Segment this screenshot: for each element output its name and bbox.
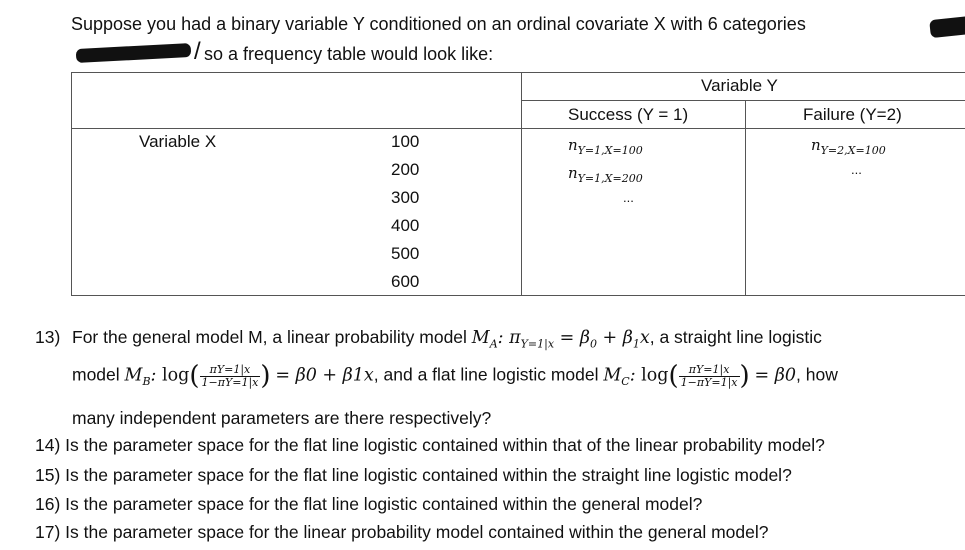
q13-text: model xyxy=(72,364,125,385)
table-border-left xyxy=(71,72,72,296)
q13-eq-beta: = β xyxy=(554,328,590,348)
q13-model-c-sub: C xyxy=(621,375,630,389)
table-border-col xyxy=(745,100,746,296)
row-header: Variable X xyxy=(139,132,217,151)
q13-log: log xyxy=(641,365,669,386)
question-13-line-1 xyxy=(72,327,822,351)
q-number: 17) xyxy=(35,522,61,542)
success-header: Success (Y = 1) xyxy=(568,105,689,124)
question-15 xyxy=(35,465,792,486)
question-13-line-3: many independent parameters are there respectively? xyxy=(72,408,492,428)
frequency-table xyxy=(71,72,965,296)
q-text: Is the parameter space for the linear probability model contained within the general model? xyxy=(65,522,769,542)
table-border-top xyxy=(71,72,965,73)
x-value: 100 xyxy=(391,132,420,151)
failure-cell-ellipsis: ... xyxy=(851,162,862,177)
x-value: 500 xyxy=(391,244,420,263)
q13-eq-sub: Y=1|x xyxy=(520,337,555,351)
q13-text: For the general model M, a linear probability model xyxy=(72,327,472,347)
q13-eq-rest: $_0 + \beta_1x$ xyxy=(589,328,650,351)
q13-eq-b: = β0 + β1x xyxy=(275,365,374,386)
q13-eq-c: = β0 xyxy=(754,365,797,386)
q13-model-b-sub: B xyxy=(142,375,151,389)
redaction-mark xyxy=(929,16,965,38)
q13-text-end: , a straight line logistic xyxy=(649,327,822,347)
q13-fraction: $\frac{\pi Y=1|x}{1-\pi Y=1|x}$ xyxy=(680,362,738,389)
table-border-subheader xyxy=(521,100,965,101)
x-value: 600 xyxy=(391,272,420,291)
question-13-number: 13) xyxy=(35,327,61,347)
q13-model-c: M xyxy=(603,365,622,386)
q-number: 15) xyxy=(35,465,61,485)
q-text: Is the parameter space for the flat line logistic contained within the straight line logistic model? xyxy=(65,465,792,485)
col-group-header: Variable Y xyxy=(701,76,778,95)
q13-eq: : π xyxy=(497,328,521,348)
q13-text-end: , how xyxy=(796,364,838,385)
question-17 xyxy=(35,522,769,543)
q-number: 14) xyxy=(35,435,61,455)
q13-fraction: $\frac{\pi Y=1|x}{1-\pi Y=1|x}$ xyxy=(201,362,259,389)
intro-line-1: Suppose you had a binary variable Y conditioned on an ordinal covariate X with 6 categories xyxy=(71,14,806,34)
table-border-header xyxy=(71,128,965,129)
q13-model-b: M xyxy=(124,365,143,386)
table-border-bottom xyxy=(71,295,965,296)
x-value: 200 xyxy=(391,160,420,179)
failure-cell: $n_{Y=2,X=100}$ xyxy=(811,136,886,157)
q13-model-a-sub: A xyxy=(489,337,498,351)
q13-log: log xyxy=(162,365,190,386)
failure-header: Failure (Y=2) xyxy=(803,105,902,124)
q13-text: , and a flat line logistic model xyxy=(373,364,604,385)
q-text: Is the parameter space for the flat line logistic contained within the general model? xyxy=(65,494,703,514)
question-16 xyxy=(35,494,702,515)
redaction-mark xyxy=(76,43,192,63)
table-border-mid xyxy=(521,72,522,296)
q13-model-a: M xyxy=(471,328,490,348)
success-cell: $n_{Y=1,X=200}$ xyxy=(568,164,643,185)
x-value: 300 xyxy=(391,188,420,207)
slash-mark: / xyxy=(194,38,201,65)
intro-line-2: so a frequency table would look like: xyxy=(204,44,494,64)
q-number: 16) xyxy=(35,494,61,514)
question-14 xyxy=(35,435,825,456)
x-value: 400 xyxy=(391,216,420,235)
question-13-line-2: model $M_B$: log( $\frac{\pi Y=1|x}{1-\pi Y=1|x}$ ) = β0 + β1x, and a flat line logistic model $M_C$: log( $\frac{\pi Y=1|x}{1-\pi Y=1|x}$ ) = β0, how xyxy=(72,361,838,391)
success-cell-ellipsis: ... xyxy=(623,190,634,205)
success-cell: $n_{Y=1,X=100}$ xyxy=(568,136,643,157)
q-text: Is the parameter space for the flat line logistic contained within that of the linear probability model? xyxy=(65,435,825,455)
